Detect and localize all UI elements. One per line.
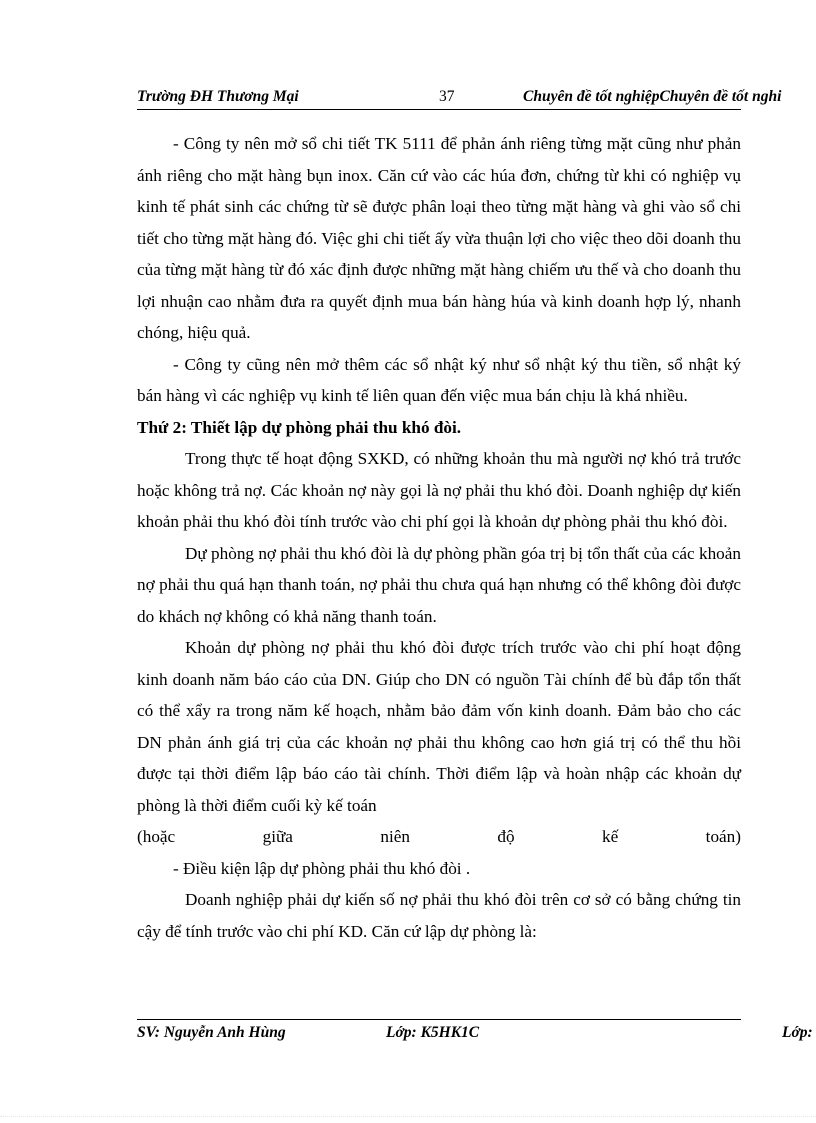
document-topic: Chuyên đề tốt nghiệpChuyên đề tốt nghi [523,88,782,105]
class-label: Lớp: K5HK1C [386,1024,480,1041]
section-heading: Thứ 2: Thiết lập dự phòng phải thu khó đòi. [137,417,462,437]
document-body [137,128,741,947]
student-name: SV: Nguyễn Anh Hùng [137,1024,286,1041]
paragraph-provision-tail: (hoặc giữa niên độ kế toán) [137,827,741,846]
class-label-repeat: Lớp: [782,1024,813,1041]
header-divider [137,109,741,110]
paragraph-provision-purpose: Khoản dự phòng nợ phải thu khó đòi được trích trước vào chi phí hoạt động kinh doanh năm báo cáo của DN. Giúp cho DN có nguồn Tài chính để bù đắp tổn thất có thể xẩy ra trong năm kế hoạch, nhằm bảo đảm vốn kinh doanh. Đảm bảo cho các DN phản ánh giá trị của các khoản nợ phải thu không cao hơn giá trị có thể thu hồi được tại thời điểm lập báo cáo tài chính. Thời điểm lập và hoàn nhập các khoản dự phòng là thời điểm cuối kỳ kế toán [137,638,741,815]
page-header [137,88,816,110]
paragraph-open-journals: - Công ty cũng nên mở thêm các sổ nhật ký như sổ nhật ký thu tiền, sổ nhật ký bán hàng vì các nghiệp vụ kinh tế liên quan đến việc mua bán chịu là khá nhiều. [137,354,741,405]
footer-divider [137,1019,741,1020]
page-number: 37 [439,88,455,105]
paragraph-bad-debt-definition: Dự phòng nợ phải thu khó đòi là dự phòng phần góa trị bị tổn thất của các khoản nợ phải thu quá hạn thanh toán, nợ phải thu chưa quá hạn nhưng có thể không đòi được do khách nợ không có khả năng thanh toán. [137,543,741,626]
paragraph-open-ledger: - Công ty nên mở sổ chi tiết TK 5111 để phản ánh riêng từng mặt cũng như phản ánh riêng cho mặt hàng bụn inox. Căn cứ vào các húa đơn, chứng từ khi có nghiệp vụ kinh tế phát sinh các chứng từ sẽ được phân loại theo từng mặt hàng và ghi vào sổ chi tiết cho từng mặt hàng đó. Việc ghi chi tiết ấy vừa thuận lợi cho việc theo dõi doanh thu của từng mặt hàng từ đó xác định được những mặt hàng chiếm ưu thế và cho doanh thu lợi nhuận cao nhằm đưa ra quyết định mua bán hàng húa và kinh doanh hợp lý, nhanh chóng, hiệu quả. [137,134,741,342]
page-bottom-edge [0,1116,816,1117]
school-name: Trường ĐH Thương Mại [137,88,299,105]
page-footer [137,1024,816,1046]
paragraph-conditions-heading: - Điều kiện lập dự phòng phải thu khó đòi . [173,858,471,878]
paragraph-bad-debt-intro: Trong thực tế hoạt động SXKD, có những khoản thu mà người nợ khó trả trước hoặc không trả nợ. Các khoản nợ này gọi là nợ phải thu khó đòi. Doanh nghiệp dự kiến khoản phải thu khó đòi tính trước vào chi phí gọi là khoản dự phòng phải thu khó đòi. [137,449,741,531]
paragraph-conditions-body: Doanh nghiệp phải dự kiến số nợ phải thu khó đòi trên cơ sở có bằng chứng tin cậy để tính trước vào chi phí KD. Căn cứ lập dự phòng là: [137,890,741,941]
